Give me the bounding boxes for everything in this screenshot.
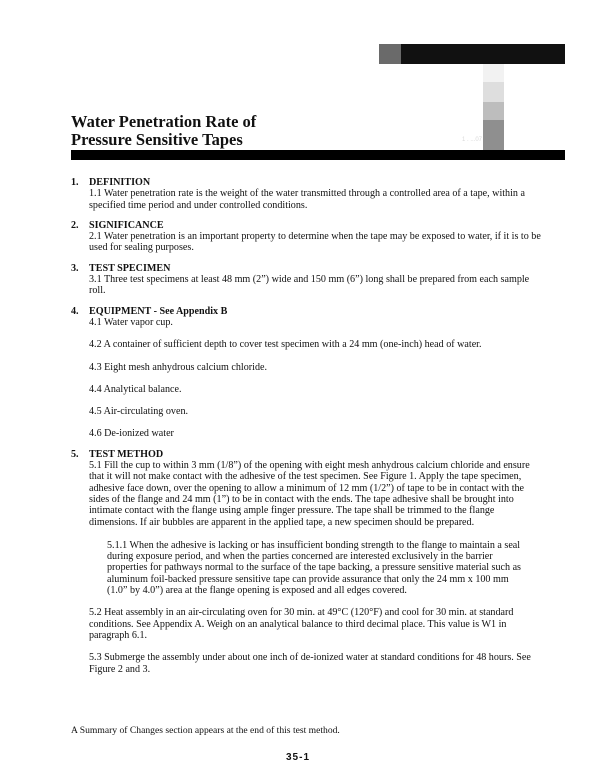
section-significance <box>71 220 541 254</box>
document-body <box>71 177 541 684</box>
page-number: 35-1 <box>286 752 311 763</box>
section-number: 4. <box>71 305 79 317</box>
section-heading: TEST METHOD <box>89 448 164 460</box>
faint-header-note: 1 . ...07 <box>462 137 483 143</box>
equipment-item: 4.4 Analytical balance. <box>89 383 182 395</box>
equipment-item: 4.6 De-ionized water <box>89 428 174 440</box>
equipment-item: 4.1 Water vapor cup. <box>89 316 173 328</box>
section-test-method <box>71 449 541 675</box>
paragraph-2-1: 2.1 Water penetration is an important property to determine when the tape may be exposed to water, if it is to be used for sealing purposes. <box>89 231 541 254</box>
section-number: 5. <box>71 448 79 460</box>
paragraph-5-1: 5.1 Fill the cup to within 3 mm (1/8”) of the opening with eight mesh anhydrous calcium chloride and ensure that it will not make contact with the adhesive of the test specimen. See Figure 1. Apply the tape specimen, adhesive face down, over the opening to allow a minimum of 12 mm (1/2”) of tape to be in contact with the sides of the flange and 24 mm (1”) to be in contact with the ends. The tape adhesive shall be brought into intimate contact with the flange using ample finger pressure. The tape shall be trimmed to the flange dimensions. If air bubbles are apparent in the applied tape, a new specimen should be prepared. <box>89 460 530 528</box>
paragraph-3-1: 3.1 Three test specimens at least 48 mm (2”) wide and 150 mm (6”) long shall be prepared from each sample roll. <box>89 274 530 297</box>
summary-of-changes-note: A Summary of Changes section appears at the end of this test method. <box>71 725 340 736</box>
equipment-item: 4.5 Air-circulating oven. <box>89 406 189 418</box>
section-heading: SIGNIFICANCE <box>89 219 164 231</box>
decorative-block-1 <box>483 64 504 82</box>
paragraph-1-1: 1.1 Water penetration rate is the weight of the water transmitted through a controlled area of a tape, within a specified time period and under controlled conditions. <box>89 188 525 211</box>
title-line-1: Water Penetration Rate of <box>71 112 257 131</box>
paragraph-5-3: 5.3 Submerge the assembly under about one inch of de-ionized water at standard conditions for 48 hours. See Figure 2 and 3. <box>89 652 531 675</box>
paragraph-5-2: 5.2 Heat assembly in an air-circulating oven for 30 min. at 49°C (120°F) and cool for 30 min. at standard conditions. See Appendix A. Weigh on an analytical balance to third decimal place. This value is W1 in paragraph 6.1. <box>89 607 514 641</box>
section-definition <box>71 177 541 211</box>
decorative-block-2 <box>483 82 504 102</box>
decorative-block-dark <box>379 44 401 64</box>
page-title <box>71 113 411 149</box>
section-number: 3. <box>71 262 79 274</box>
title-line-2: Pressure Sensitive Tapes <box>71 130 243 149</box>
section-number: 1. <box>71 177 79 188</box>
section-number: 2. <box>71 219 79 231</box>
decorative-block-4 <box>483 120 504 150</box>
equipment-item: 4.2 A container of sufficient depth to cover test specimen with a 24 mm (one-inch) head of water. <box>89 339 482 351</box>
equipment-item: 4.3 Eight mesh anhydrous calcium chloride. <box>89 361 268 373</box>
section-heading: DEFINITION <box>89 177 151 188</box>
section-heading: EQUIPMENT - See Appendix B <box>89 305 228 317</box>
title-rule <box>71 150 565 160</box>
decorative-block-3 <box>483 102 504 120</box>
section-heading: TEST SPECIMEN <box>89 262 171 274</box>
section-test-specimen <box>71 263 541 297</box>
decorative-block-bar <box>401 44 565 64</box>
section-equipment <box>71 306 541 440</box>
paragraph-5-1-1: 5.1.1 When the adhesive is lacking or has insufficient bonding strength to the flange to maintain a seal during exposure period, and when the parties concerned are interested exclusively in the barrier properties for pathways normal to the surface of the tape backing, a pressure sensitive material such as aluminum foil-backed pressure sensitive tape can provide assurance that only the 24 mm x 100 mm (1.0” by 4.0”) area at the flange opening is exposed and all edges covered. <box>107 539 521 597</box>
